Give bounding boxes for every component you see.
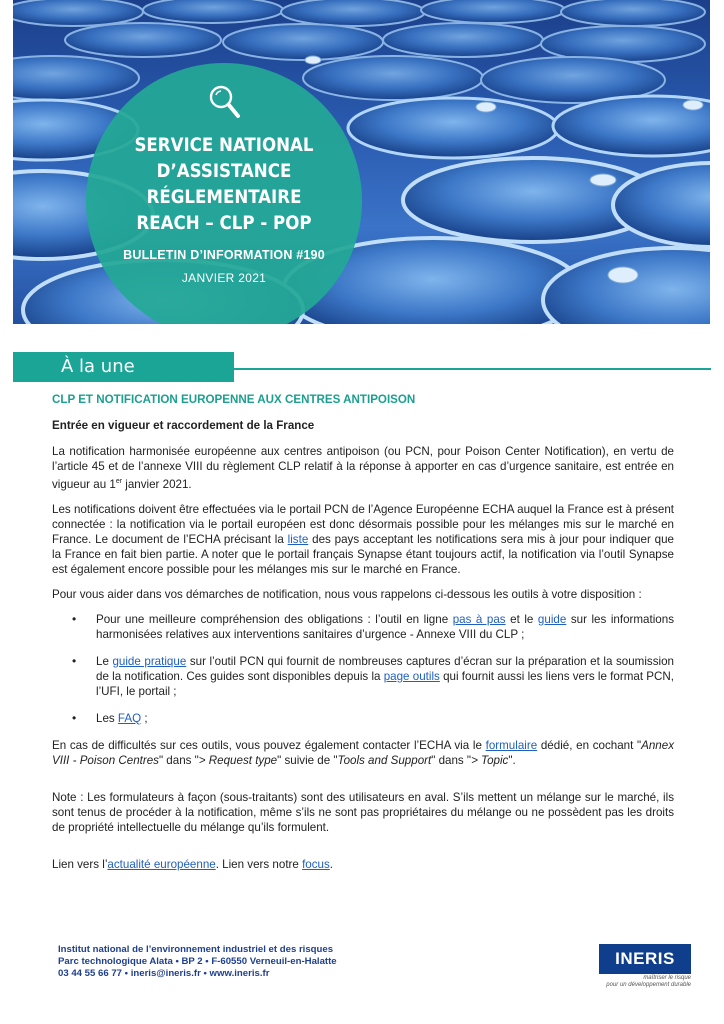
text: Lien vers l’ xyxy=(52,857,108,871)
service-title xyxy=(86,133,362,237)
text: dédié, en cochant " xyxy=(537,738,642,752)
link-guide[interactable]: guide xyxy=(537,612,567,626)
paragraph xyxy=(52,857,674,872)
note-paragraph: Note : Les formulateurs à façon (sous-traitants) sont des utilisateurs en aval. S’ils mettent un mélange sur le marché, ils sont tenus de procéder à la notification, même s’ils ne sont pas propriétaires du mélange ou ne possèdent pas les droits de propriété intellectuelle du mélange qu’ils formulent. xyxy=(52,790,674,834)
bulletin-number: BULLETIN D’INFORMATION #190 xyxy=(123,248,325,262)
text: ". xyxy=(508,753,516,767)
link-faq[interactable]: FAQ xyxy=(117,711,142,725)
service-badge xyxy=(86,63,362,324)
text: . xyxy=(329,857,334,871)
text: > Request type xyxy=(198,753,278,767)
article-headline: CLP ET NOTIFICATION EUROPENNE AUX CENTRES ANTIPOISON xyxy=(52,393,416,406)
text: Les notifications doivent être effectuées via le portail PCN de l’Agence Européenne ECHA auquel la France est à présent connectée : la notification via le portail européen est donc désormais possible pour les mélanges mis sur le marché en France. Le document de l’ECHA précisant la xyxy=(52,502,674,546)
logo-tagline xyxy=(599,975,691,989)
text: Les xyxy=(96,711,118,725)
link-actualite-europeenne[interactable]: actualité européenne xyxy=(107,857,216,871)
link-page-outils[interactable]: page outils xyxy=(383,669,440,683)
section-header xyxy=(13,352,234,382)
article-subhead: Entrée en vigueur et raccordement de la France xyxy=(52,419,315,432)
text: sur l’outil PCN qui fournit de nombreuses captures d’écran sur la préparation et la soumission de la notification. Ces guides sont disponibles depuis la xyxy=(96,654,674,683)
footer-address xyxy=(58,944,337,980)
title-line: D’ASSISTANCE xyxy=(156,161,292,182)
section-title: À la une xyxy=(61,356,135,377)
text: En cas de difficultés sur ces outils, vous pouvez également contacter l’ECHA via le xyxy=(52,738,486,752)
magnifier-icon xyxy=(207,83,241,119)
ineris-logo xyxy=(599,944,691,994)
list-item xyxy=(52,654,674,699)
paragraph xyxy=(52,738,674,768)
text: Le xyxy=(96,654,113,668)
text: " dans " xyxy=(431,753,472,767)
footer-line: Parc technologique Alata • BP 2 • F-60550 Verneuil-en-Halatte xyxy=(58,956,337,967)
text: des pays acceptant les notifications sera mis à jour pour indiquer que la France en fait bien partie. A noter que le portail français Synapse étant toujours actif, la notification via l’outil Synapse est également encore possible pour les mélanges mis sur le marché en France. xyxy=(52,532,674,576)
superscript: er xyxy=(115,478,123,485)
text: La notification harmonisée européenne aux centres antipoison (ou PCN, pour Poison Center Notification), en vertu de l’article 45 et de l’annexe VIII du règlement CLP relatif à la réponse à apporter en cas d’urgence sanitaire, est entrée en vigueur au 1 xyxy=(52,445,674,491)
article xyxy=(52,392,674,882)
text: sur les informations harmonisées relatives aux interventions sanitaires d’urgence - Annexe VIII du CLP ; xyxy=(96,612,674,641)
link-guide-pratique[interactable]: guide pratique xyxy=(112,654,187,668)
text: > Topic xyxy=(471,753,509,767)
paragraph xyxy=(52,502,674,577)
link-focus[interactable]: focus xyxy=(302,857,330,871)
link-liste[interactable]: liste xyxy=(287,532,309,546)
logo-wordmark: INERIS xyxy=(599,944,691,974)
text: . Lien vers notre xyxy=(215,857,303,871)
tagline-line: maîtriser le risque xyxy=(643,975,691,981)
paragraph: Pour vous aider dans vos démarches de notification, nous vous rappelons ci-dessous les outils à votre disposition : xyxy=(52,587,642,601)
title-line: SERVICE NATIONAL xyxy=(134,135,314,156)
text: " dans " xyxy=(158,753,199,767)
list-item xyxy=(52,612,674,642)
link-formulaire[interactable]: formulaire xyxy=(485,738,538,752)
hero-image xyxy=(13,0,710,324)
footer-line: Institut national de l’environnement industriel et des risques xyxy=(58,944,334,955)
tagline-line: pour un développement durable xyxy=(606,982,691,988)
tools-list xyxy=(52,612,674,726)
text: Annex VIII - Poison Centres xyxy=(52,738,674,767)
text: et le xyxy=(505,612,538,626)
text: janvier 2021. xyxy=(122,477,192,491)
title-line: RÉGLEMENTAIRE xyxy=(146,187,302,208)
text: Pour une meilleure compréhension des obligations : l’outil en ligne xyxy=(96,612,453,626)
title-line: REACH – CLP - POP xyxy=(136,213,312,234)
text: ; xyxy=(141,711,148,725)
text: qui fournit aussi les liens vers le format PCN, l’UFI, le portail ; xyxy=(96,669,674,698)
text: Tools and Support xyxy=(337,753,432,767)
bulletin-date: JANVIER 2021 xyxy=(181,271,267,285)
paragraph xyxy=(52,444,674,492)
footer-line: 03 44 55 66 77 • ineris@ineris.fr • www.ineris.fr xyxy=(58,968,270,979)
list-item xyxy=(52,711,674,726)
section-divider xyxy=(234,368,711,370)
link-pas-a-pas[interactable]: pas à pas xyxy=(452,612,506,626)
text: " suivie de " xyxy=(277,753,338,767)
